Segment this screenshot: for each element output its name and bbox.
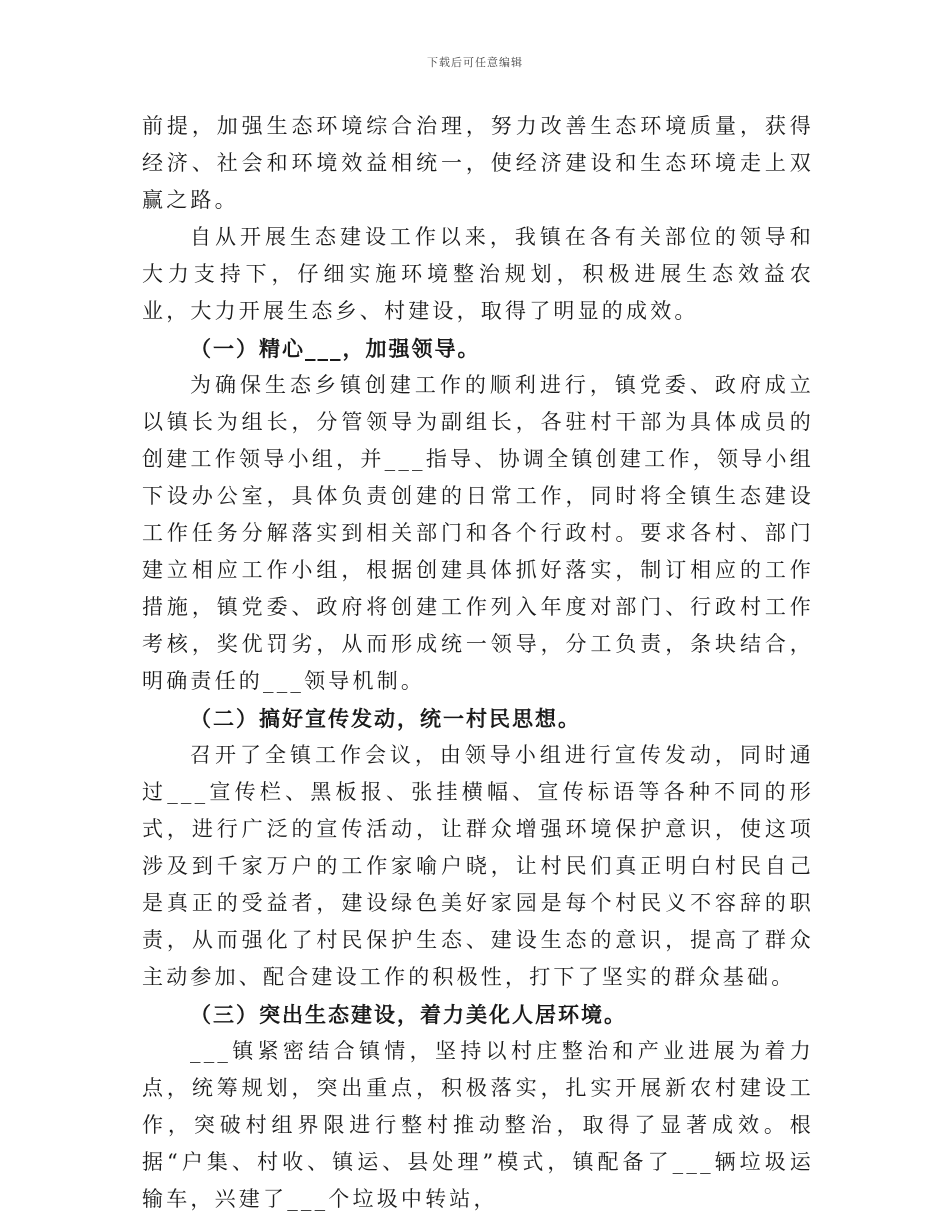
section-heading-1: （一）精心___，加强领导。 [190,336,481,361]
document-body [142,108,814,1218]
section-heading-3: （三）突出生态建设，着力美化人居环境。 [190,1002,627,1027]
paragraph-overview: 自从开展生态建设工作以来，我镇在各有关部位的领导和大力支持下，仔细实施环境整治规划，积极进展生态效益农业，大力开展生态乡、村建设，取得了明显的成效。 [142,225,814,323]
paragraph-intro-continuation: 前提，加强生态环境综合治理，努力改善生态环境质量，获得经济、社会和环境效益相统一，使经济建设和生态环境走上双赢之路。 [142,114,814,212]
page-header: 下载后可任意编辑 [427,56,523,69]
paragraph-section-3: ___镇紧密结合镇情，坚持以村庄整治和产业进展为着力点，统筹规划，突出重点，积极落实，扎实开展新农村建设工作，突破村组界限进行整村推动整治，取得了显著成效。根据“户集、村收、镇运、县处理”模式，镇配备了___辆垃圾运输车，兴建了___个垃圾中转站， [142,1039,814,1211]
section-heading-2: （二）搞好宣传发动，统一村民思想。 [190,706,581,731]
paragraph-section-2: 召开了全镇工作会议，由领导小组进行宣传发动，同时通过___宣传栏、黑板报、张挂横幅、宣传标语等各种不同的形式，进行广泛的宣传活动，让群众增强环境保护意识，使这项涉及到千家万户的工作家喻户晓，让村民们真正明白村民自己是真正的受益者，建设绿色美好家园是每个村民义不容辞的职责，从而强化了村民保护生态、建设生态的意识，提高了群众主动参加、配合建设工作的积极性，打下了坚实的群众基础。 [142,743,814,989]
paragraph-section-1: 为确保生态乡镇创建工作的顺利进行，镇党委、政府成立以镇长为组长，分管领导为副组长，各驻村干部为具体成员的创建工作领导小组，并___指导、协调全镇创建工作，领导小组下设办公室，具体负责创建的日常工作，同时将全镇生态建设工作任务分解落实到相关部门和各个行政村。要求各村、部门建立相应工作小组，根据创建具体抓好落实，制订相应的工作措施，镇党委、政府将创建工作列入年度对部门、行政村工作考核，奖优罚劣，从而形成统一领导，分工负责，条块结合，明确责任的___领导机制。 [142,373,814,693]
